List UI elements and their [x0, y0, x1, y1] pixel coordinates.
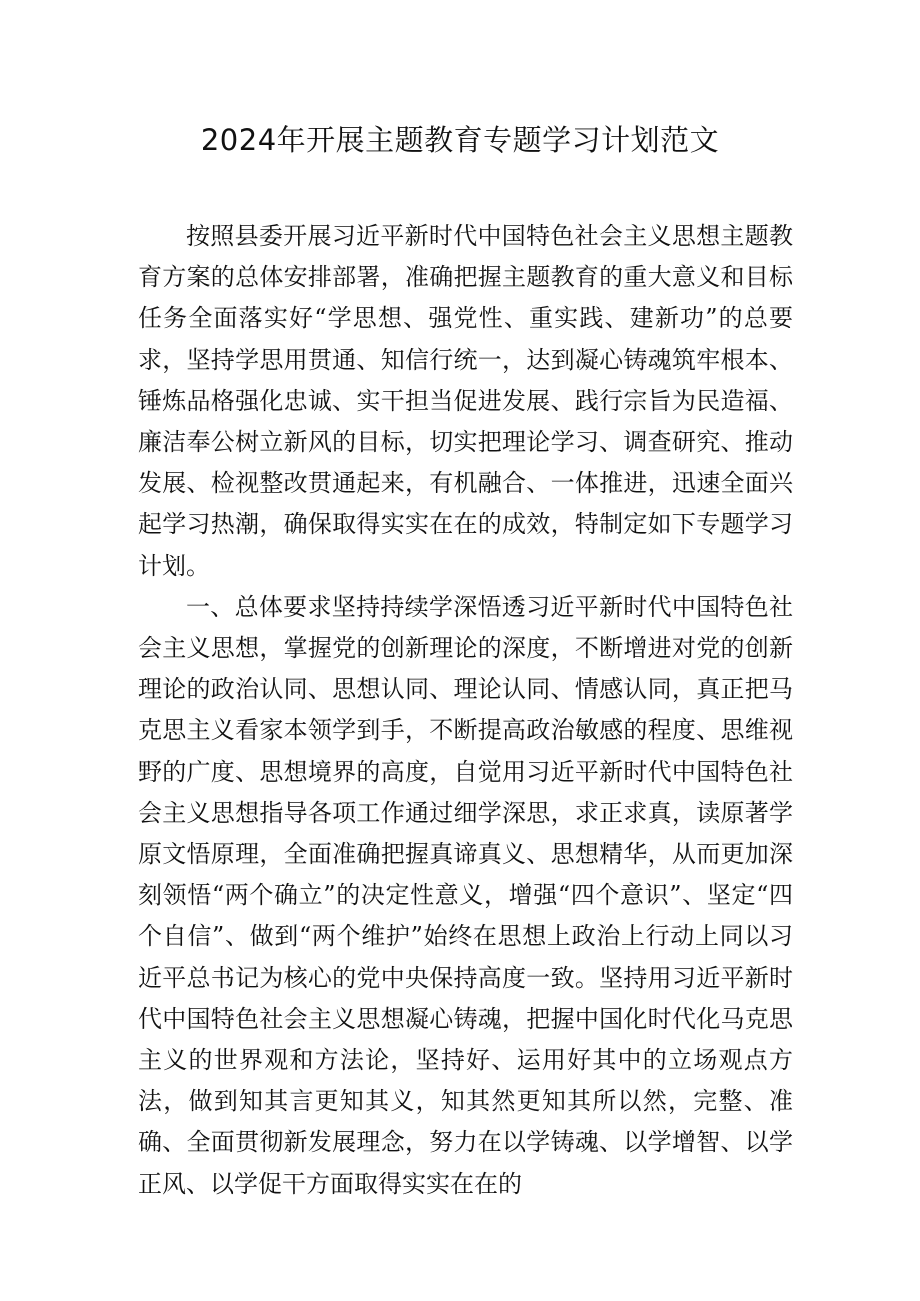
document-title: 2024年开展主题教育专题学习计划范文	[200, 123, 720, 157]
paragraph-intro: 按照县委开展习近平新时代中国特色社会主义思想主题教育方案的总体安排部署，准确把握主题教育的重大意义和目标任务全面落实好“学思想、强党性、重实践、建新功”的总要求，坚持学思用贯通、知信行统一，达到凝心铸魂筑牢根本、锤炼品格强化忠诚、实干担当促进发展、践行宗旨为民造福、廉洁奉公树立新风的目标，切实把理论学习、调查研究、推动发展、检视整改贯通起来，有机融合、一体推进，迅速全面兴起学习热潮，确保取得实实在在的成效，特制定如下专题学习计划。	[138, 222, 793, 580]
paragraph-general-requirements: 一、总体要求坚持持续学深悟透习近平新时代中国特色社会主义思想，掌握党的创新理论的深度，不断增进对党的创新理论的政治认同、思想认同、理论认同、情感认同，真正把马克思主义看家本领学到手，不断提高政治敏感的程度、思维视野的广度、思想境界的高度，自觉用习近平新时代中国特色社会主义思想指导各项工作通过细学深思，求正求真，读原著学原文悟原理，全面准确把握真谛真义、思想精华，从而更加深刻领悟“两个确立”的决定性意义，增强“四个意识”、坚定“四个自信”、做到“两个维护”始终在思想上政治上行动上同以习近平总书记为核心的党中央保持高度一致。坚持用习近平新时代中国特色社会主义思想凝心铸魂，把握中国化时代化马克思主义的世界观和方法论，坚持好、运用好其中的立场观点方法，做到知其言更知其义，知其然更知其所以然，完整、准确、全面贯彻新发展理念，努力在以学铸魂、以学增智、以学正风、以学促干方面取得实实在在的	[138, 592, 793, 1198]
document-body	[138, 216, 793, 1205]
